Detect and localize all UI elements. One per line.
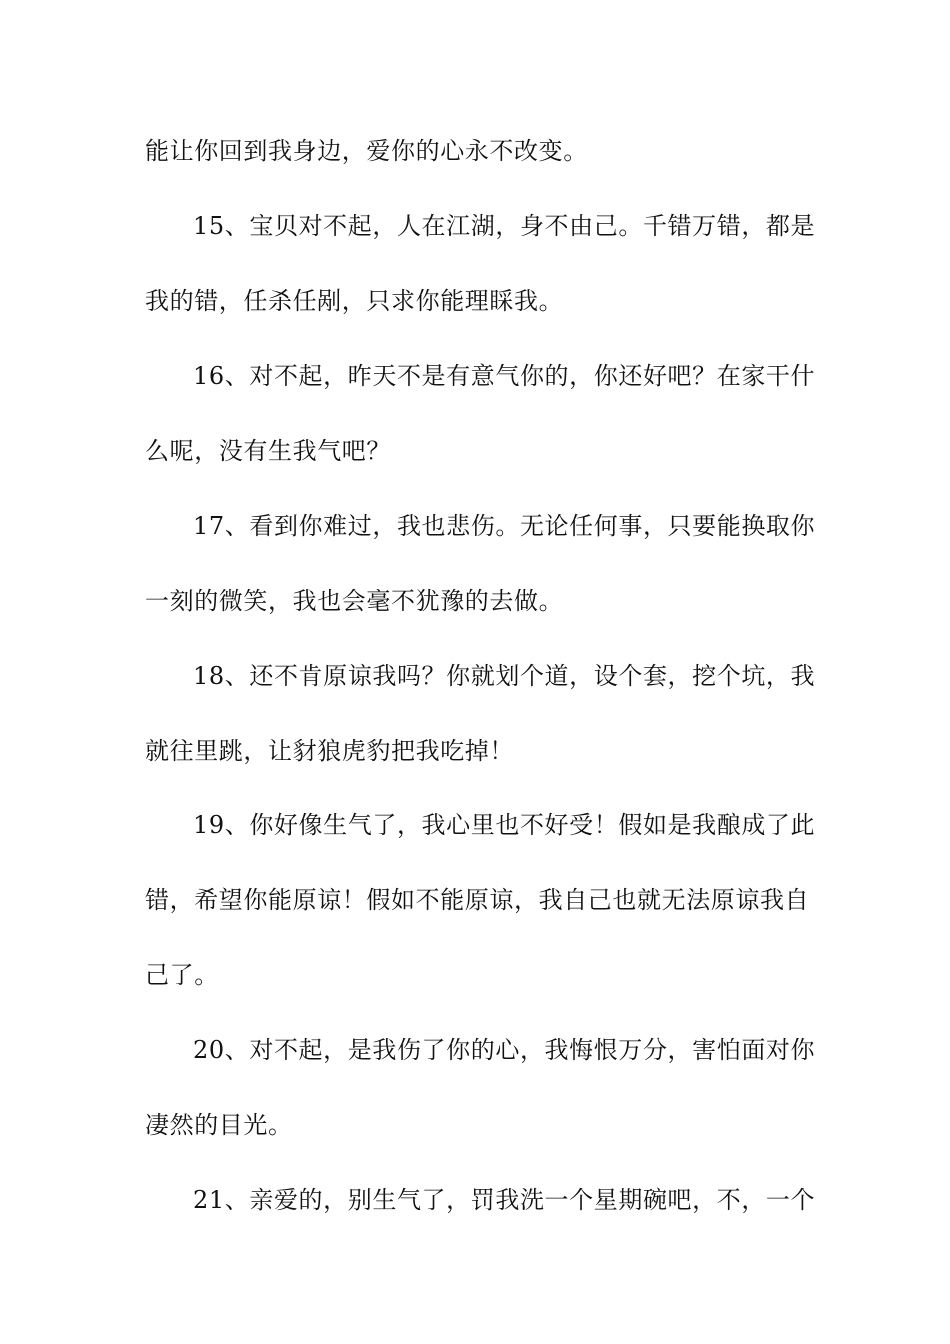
- text-line: 凄然的目光。: [145, 1111, 293, 1139]
- text-line-item-16: 16、对不起，昨天不是有意气你的，你还好吧？在家干什: [193, 362, 816, 390]
- text-line-item-18: 18、还不肯原谅我吗？你就划个道，设个套，挖个坑，我: [193, 662, 816, 690]
- text-line-item-20: 20、对不起，是我伤了你的心，我悔恨万分，害怕面对你: [193, 1036, 816, 1064]
- text-line-item-19: 19、你好像生气了，我心里也不好受！假如是我酿成了此: [193, 811, 816, 839]
- text-line-item-21: 21、亲爱的，别生气了，罚我洗一个星期碗吧，不，一个: [193, 1186, 816, 1214]
- text-line: 么呢，没有生我气吧？: [145, 437, 391, 465]
- text-line-item-17: 17、看到你难过，我也悲伤。无论任何事，只要能换取你: [193, 512, 816, 540]
- text-line: 能让你回到我身边，爱你的心永不改变。: [145, 137, 588, 165]
- text-line: 我的错，任杀任剐，只求你能理睬我。: [145, 287, 564, 315]
- text-line: 己了。: [145, 961, 219, 989]
- text-line: 就往里跳，让豺狼虎豹把我吃掉！: [145, 737, 514, 765]
- text-line: 错，希望你能原谅！假如不能原谅，我自己也就无法原谅我自: [145, 886, 810, 914]
- text-line-item-15: 15、宝贝对不起，人在江湖，身不由己。千错万错，都是: [193, 212, 816, 240]
- text-line: 一刻的微笑，我也会毫不犹豫的去做。: [145, 587, 564, 615]
